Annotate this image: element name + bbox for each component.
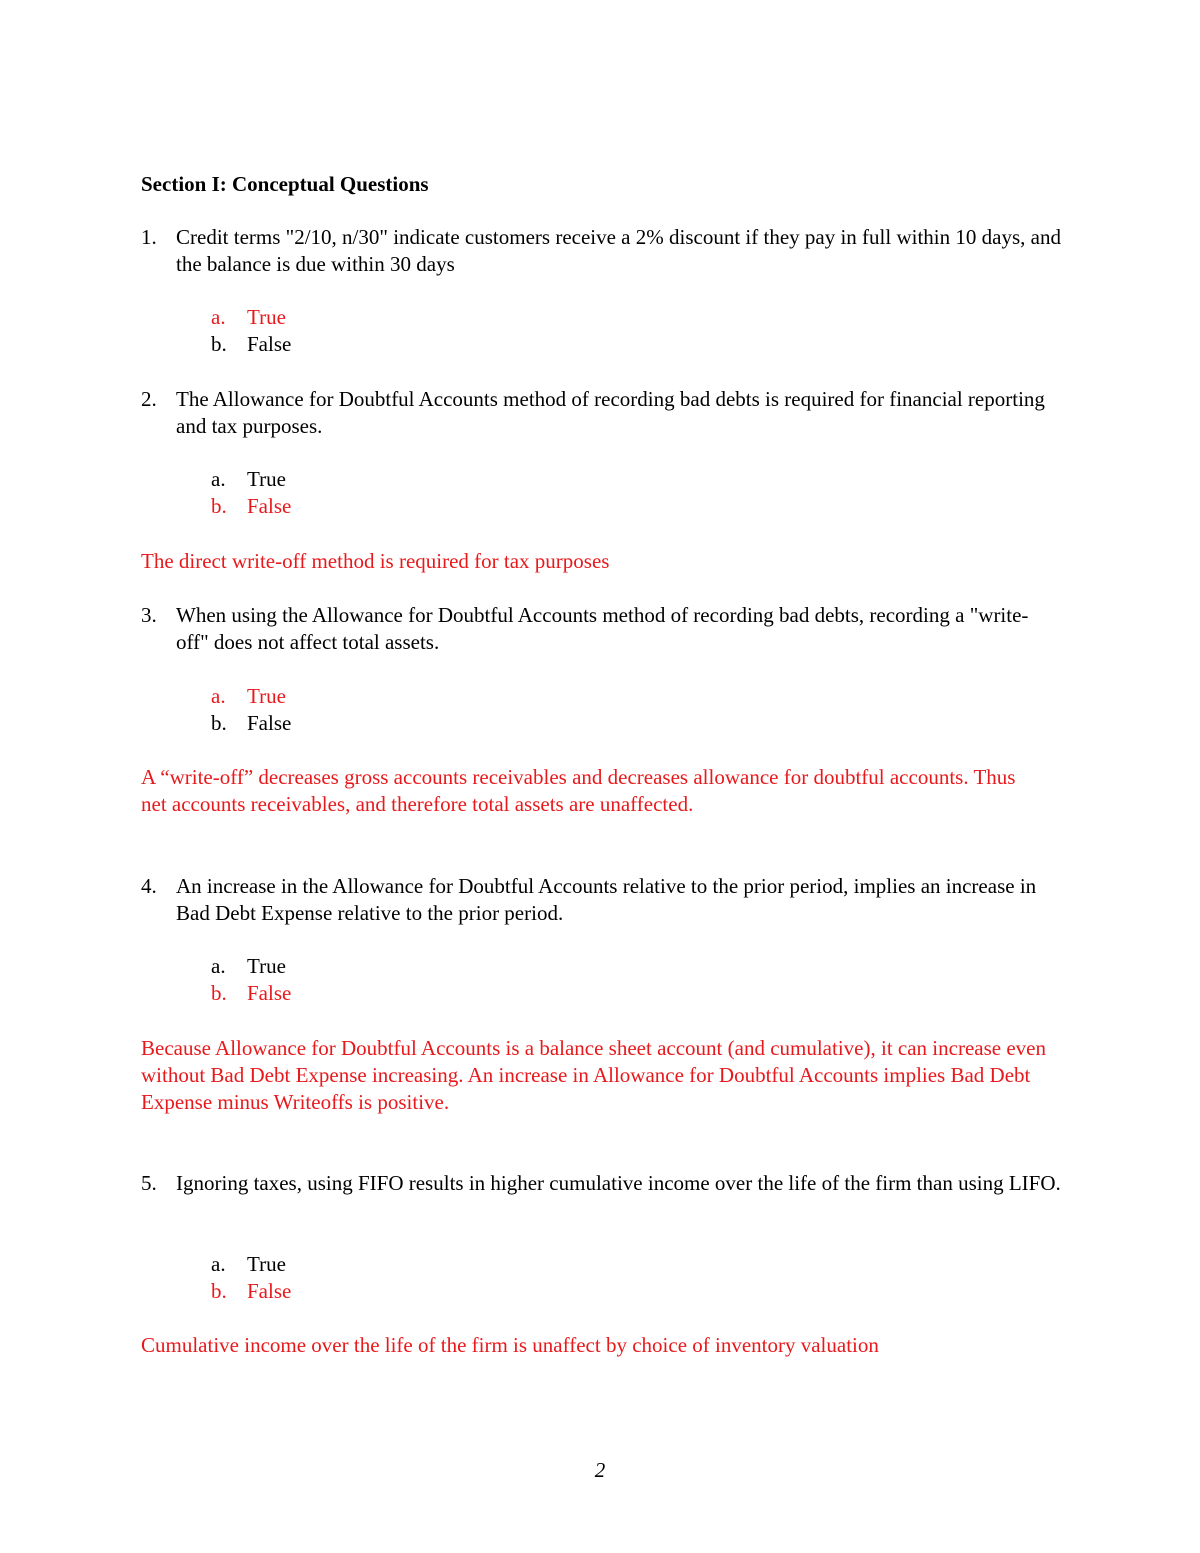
option-3a <box>211 683 286 710</box>
question-number: 3. <box>141 603 157 627</box>
option-2a <box>211 466 286 493</box>
option-label: True <box>247 954 286 978</box>
question-text: When using the Allowance for Doubtful Accounts method of recording bad debts, recording a "write-off" does not affect total assets. <box>176 603 1029 654</box>
option-label: True <box>247 305 286 329</box>
question-number: 1. <box>141 225 157 249</box>
section-title: Section I: Conceptual Questions <box>141 172 429 196</box>
question-2 <box>141 386 1061 440</box>
option-label: True <box>247 684 286 708</box>
option-5b <box>211 1278 291 1305</box>
question-1 <box>141 224 1061 278</box>
option-letter: b. <box>211 711 227 735</box>
question-number: 4. <box>141 874 157 898</box>
option-4a <box>211 953 286 980</box>
option-label: False <box>247 981 292 1005</box>
explanation-3: A “write-off” decreases gross accounts receivables and decreases allowance for doubtful accounts. Thus net accounts receivables, and therefore total assets are unaffected. <box>141 765 1016 816</box>
question-number: 5. <box>141 1171 157 1195</box>
question-text: Credit terms "2/10, n/30" indicate customers receive a 2% discount if they pay in full within 10 days, and the balance is due within 30 days <box>176 225 1061 276</box>
option-2b <box>211 493 291 520</box>
option-4b <box>211 980 291 1007</box>
question-text: The Allowance for Doubtful Accounts method of recording bad debts is required for financial reporting and tax purposes. <box>176 387 1045 438</box>
question-number: 2. <box>141 387 157 411</box>
option-label: True <box>247 467 286 491</box>
question-3 <box>141 602 1061 656</box>
page-number: 2 <box>594 1458 606 1482</box>
explanation-2: The direct write-off method is required for tax purposes <box>141 549 610 573</box>
option-letter: b. <box>211 494 227 518</box>
option-label: False <box>247 711 292 735</box>
option-letter: a. <box>211 1252 226 1276</box>
option-label: False <box>247 494 292 518</box>
option-3b <box>211 710 291 737</box>
option-letter: a. <box>211 954 226 978</box>
option-letter: a. <box>211 467 226 491</box>
option-1a <box>211 304 286 331</box>
question-text: Ignoring taxes, using FIFO results in higher cumulative income over the life of the firm than using LIFO. <box>176 1171 1061 1195</box>
question-5 <box>141 1170 1061 1197</box>
option-letter: a. <box>211 684 226 708</box>
question-text: An increase in the Allowance for Doubtful Accounts relative to the prior period, implies an increase in Bad Debt Expense relative to the prior period. <box>176 874 1037 925</box>
option-letter: b. <box>211 1279 227 1303</box>
option-letter: a. <box>211 305 226 329</box>
explanation-5: Cumulative income over the life of the firm is unaffect by choice of inventory valuation <box>141 1333 879 1357</box>
question-4 <box>141 873 1061 927</box>
option-5a <box>211 1251 286 1278</box>
option-label: False <box>247 332 292 356</box>
option-letter: b. <box>211 332 227 356</box>
option-label: False <box>247 1279 292 1303</box>
option-label: True <box>247 1252 286 1276</box>
option-1b <box>211 331 291 358</box>
option-letter: b. <box>211 981 227 1005</box>
explanation-4: Because Allowance for Doubtful Accounts is a balance sheet account (and cumulative), it can increase even without Bad Debt Expense increasing. An increase in Allowance for Doubtful Accounts implies Bad Debt Expense minus Writeoffs is positive. <box>141 1036 1046 1114</box>
